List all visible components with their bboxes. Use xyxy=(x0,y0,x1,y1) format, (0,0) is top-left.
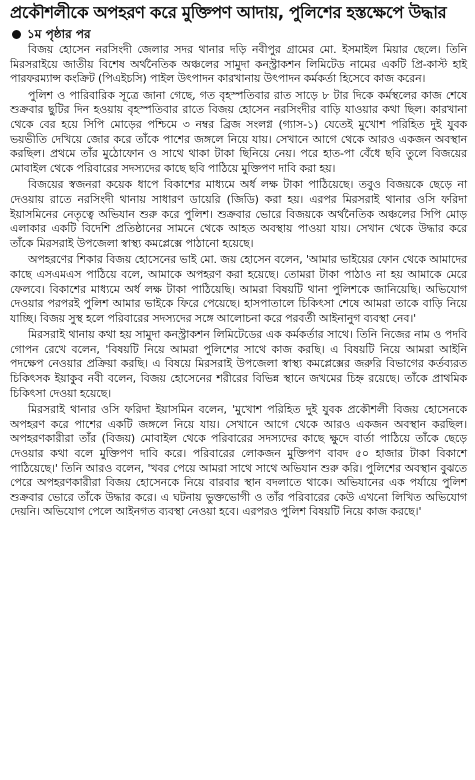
paragraph-1: বিজয় হোসেন নরসিংদী জেলার সদর থানার দড়ি নবীপুর গ্রামের মো. ইসমাইল মিয়ার ছেলে। তিনি মিরসরাইয়ে জাতীয় বিশেষ অর্থনৈতিক অঞ্চলের সামুদা কনস্ট্রাকশন লিমিটেড নামের একটি প্রি-কাস্ট হাই পারফরম্যান্স কংক্রিট (পিএইচসি) পাইল উৎপাদন কারখানায় উৎপাদন কর্মকর্তা হিসেবে কাজ করেন। xyxy=(10,43,467,86)
paragraph-2: পুলিশ ও পারিবারিক সূত্রে জানা গেছে, গত বৃহস্পতিবার রাত সাড়ে ৮ টার দিকে কর্মস্থলের কাজ শেষে শুক্রবার ছুটির দিন হওয়ায় বৃহস্পতিবার রাতে বিজয় হোসেন নরসিংদীর বাড়ি যাওয়ার কথা ছিল। কারখানা থেকে বের হয়ে সিপি মোড়ের পশ্চিমে ৩ নম্বর ব্রিজ সংলগ্ন (গ্যাস-১) যেতেই মুখোশ পরিহিত দুই যুবক ভয়ভীতি দেখিয়ে জোর করে তাঁকে পাশের জঙ্গলে নিয়ে যায়। সেখানে আগে থেকে আরও একজন অবস্থান করছিল। প্রথমে তাঁর মুঠোফোন ও সাথে থাকা টাকা ছিনিয়ে নেয়। পরে হাত-পা বেঁধে ছবি তুলে বিজয়ের মোবাইল থেকে পরিবারের সদস্যদের কাছে ছবি পাঠিয়ে মুক্তিপণ দাবি করা হয়। xyxy=(10,88,467,175)
continuation-label: ১ম পৃষ্ঠার পর xyxy=(27,27,91,41)
paragraph-4: অপহরণের শিকার বিজয় হোসেনের ভাই মো. জয় হোসেন বলেন, 'আমার ভাইয়ের ফোন থেকে আমাদের কাছে এসএমএস পাঠিয়ে বলে, আমাকে অপহরণ করা হয়েছে। তোমরা টাকা পাঠাও না হয় আমাকে মেরে ফেলবে। বিকাশের মাধ্যমে অর্ধ লক্ষ টাকা পাঠিয়েছি। আমরা বিষয়টি থানা পুলিশকে জানিয়েছি। অভিযোগ দেওয়ার পরপরই পুলিশ আমার ভাইকে ফিরে পেয়েছে। হাসপাতালে চিকিৎসা শেষে আমরা তাকে বাড়ি নিয়ে যাচ্ছি। বিজয় সুস্থ হলে পরিবারের সদস্যদের সঙ্গে আলোচনা করে পরবর্তী আইনানুগ ব্যবস্থা নেব।' xyxy=(10,253,467,325)
bullet-icon xyxy=(12,30,21,39)
paragraph-3: বিজয়ের স্বজনরা কয়েক ধাপে বিকাশের মাধ্যমে অর্ধ লক্ষ টাকা পাঠিয়েছে। তবুও বিজয়কে ছেড়ে না দেওয়ায় রাতে নরসিংদী থানায় সাধারণ ডায়েরি (জিডি) করা হয়। এরপর মিরসরাই থানার ওসি ফরিদা ইয়াসমিনের নেতৃত্বে অভিযান শুরু করে পুলিশ। শুক্রবার ভোরে বিজয়কে অর্থনৈতিক অঞ্চলের সিপি মোড় এলাকার একটি বিদেশি প্রতিষ্ঠানের সামনে থেকে আহত অবস্থায় পাওয়া যায়। সেখান থেকে উদ্ধার করে তাঁকে মিরসরাই উপজেলা স্বাস্থ্য কমপ্লেক্সে পাঠানো হয়েছে। xyxy=(10,178,467,250)
article-headline: প্রকৌশলীকে অপহরণ করে মুক্তিপণ আদায়, পুলিশের হস্তক্ষেপে উদ্ধার xyxy=(10,3,447,22)
paragraph-6: মিরসরাই থানার ওসি ফরিদা ইয়াসমিন বলেন, 'মুখোশ পরিহিত দুই যুবক প্রকৌশলী বিজয় হোসেনকে অপহরণ করে পাশের একটি জঙ্গলে নিয়ে যায়। সেখানে আগে থেকে আরও একজন অবস্থান করছিল। অপহরণকারীরা তাঁর (বিজয়) মোবাইল থেকে পরিবারের সদস্যদের কাছে ক্ষুদে বার্তা পাঠিয়ে তাঁকে ছেড়ে দেওয়ার কথা বলে মুক্তিপণ দাবি করে। পরিবারের লোকজন মুক্তিপণ বাবদ ৫০ হাজার টাকা বিকাশে পাঠিয়েছে।' তিনি আরও বলেন, 'খবর পেয়ে আমরা সাথে সাথে অভিযান শুরু করি। পুলিশের অবস্থান বুঝতে পেরে অপহরণকারীরা বিজয় হোসেনকে নিয়ে বারবার স্থান বদলাতে থাকে। অভিযানের এক পর্যায়ে পুলিশ শুক্রবার ভোরে তাঁকে উদ্ধার করে। এ ঘটনায় ভুক্তভোগী ও তাঁর পরিবারের কেউ এখনো লিখিত অভিযোগ দেয়নি। অভিযোগ পেলে আইনগত ব্যবস্থা নেওয়া হবে। এরপরও পুলিশ বিষয়টি নিয়ে কাজ করছে।' xyxy=(10,403,467,519)
paragraph-5: মিরসরাই থানায় কথা হয় সামুদা কনস্ট্রাকশন লিমিটেডের এক কর্মকর্তার সাথে। তিনি নিজের নাম ও পদবি গোপন রেখে বলেন, 'বিষয়টি নিয়ে আমরা পুলিশের সাথে কাজ করছি। এ বিষয়টি নিয়ে আমরা আইনি পদক্ষেপ নেওয়ার প্রক্রিয়া করছি। এ বিষয়ে মিরসরাই উপজেলা স্বাস্থ্য কমপ্লেক্সের জরুরি বিভাগের কর্তব্যরত চিকিৎসক ইয়াকুব নবী বলেন, বিজয় হোসেনের শরীরের বিভিন্ন স্থানে জখমের চিহ্ন রয়েছে। তাঁকে প্রাথমিক চিকিৎসা দেওয়া হয়েছে। xyxy=(10,328,467,400)
article-body xyxy=(10,43,467,520)
continuation-line xyxy=(10,26,467,42)
